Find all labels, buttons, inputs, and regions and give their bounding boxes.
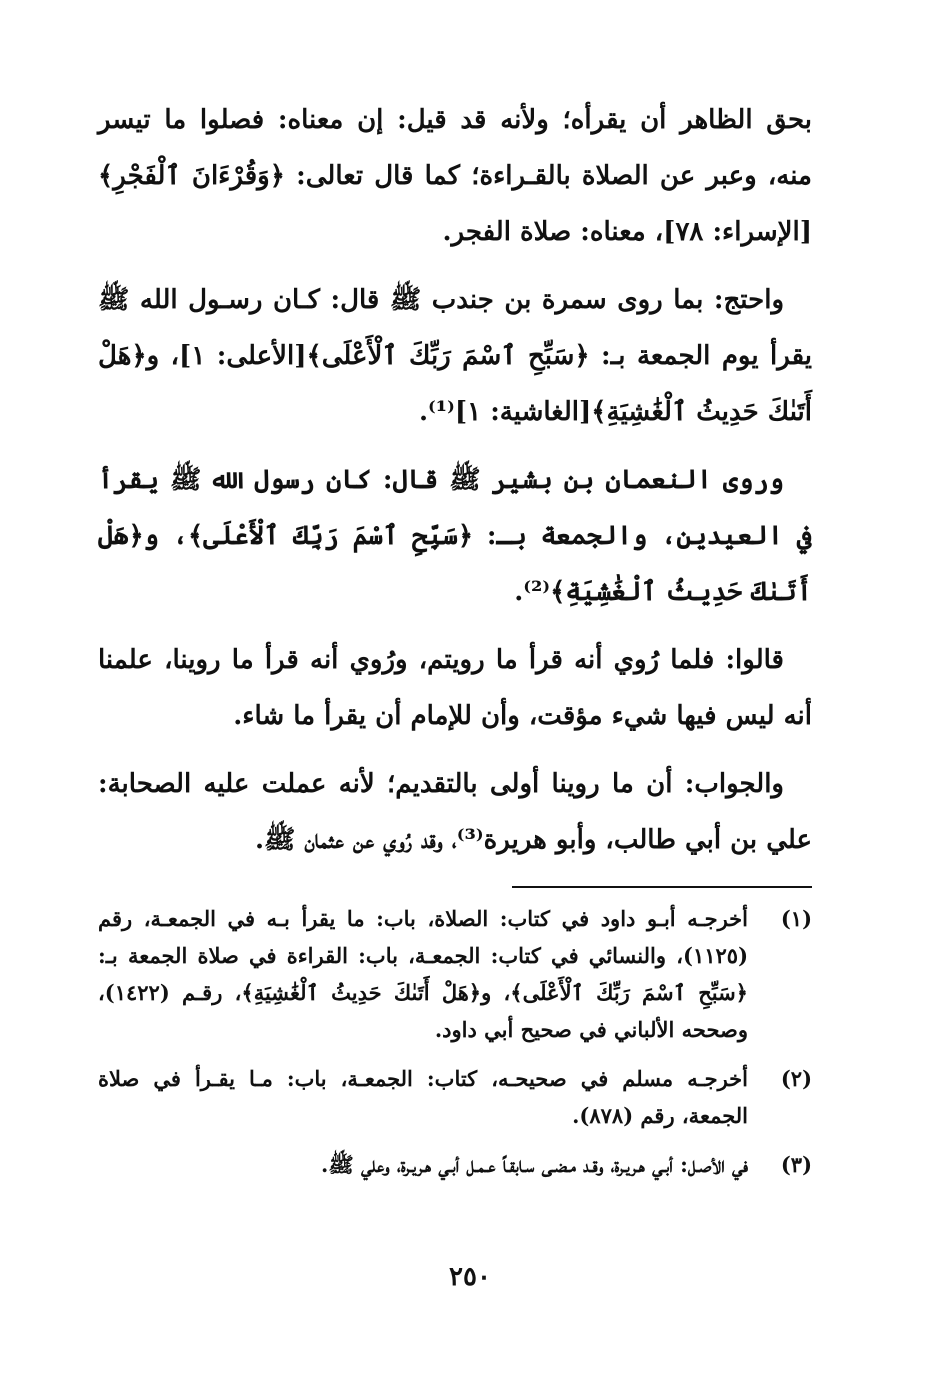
footnote-number: (٣) — [780, 1152, 812, 1177]
main-text — [98, 92, 812, 868]
footnote-1 — [98, 900, 812, 1048]
footnote-divider — [512, 886, 812, 888]
footnote-3 — [98, 1146, 812, 1183]
paragraph-3: وروى النعمان بن بشير ﷺ قال: كان رسول الله ﷺ يقرأ في العيدين، والجمعة بـ: ﴿سَبِّحِ ٱسْمَ رَبِّكَ ٱلْأَعْلَى﴾، و﴿هَلْ أَتَىٰكَ حَدِيثُ ٱلْغَٰشِيَةِ﴾⁽²⁾. — [98, 465, 812, 607]
footnote-number: (١) — [780, 906, 812, 931]
footnote-2 — [98, 1060, 812, 1134]
paragraph-4: قالوا: فلما رُوي أنه قرأ ما رويتم، ورُوي أنه قرأ ما روينا، علمنا أنه ليس فيها شيء مؤقت، وأن للإمام أن يقرأ ما شاء. — [98, 645, 812, 731]
footnote-text: أخرجـه أبـو داود في كتاب: الصلاة، باب: ما يقرأ بـه في الجمعـة، رقم (١١٢٥)، والنسائي في كتاب: الجمعـة، باب: القراءة في صلاة الجمعة بـ: ﴿سَبِّحِ ٱسْمَ رَبِّكَ ٱلْأَعْلَى﴾، و﴿هَلْ أَتَىٰكَ حَدِيثُ ٱلْغَٰشِيَةِ﴾، رقـم (١٤٢٢)، وصححه الألباني في صحيح أبي داود. — [98, 906, 748, 1042]
footnote-text: في الأصـل: أبـي هـريـرة، وقـد مـضـى سـابقـاً عـمـل أبـي هـريـرة، وعلي ﷺ. — [321, 1152, 748, 1177]
paragraph-5: والجواب: أن ما روينا أولى بالتقديم؛ لأنه عملت عليه الصحابة: علي بن أبي طالب، وأبو هريرة⁽³⁾، وقد رُوي عن عثمان ﷺ. — [98, 769, 812, 855]
paragraph-1: بحق الظاهر أن يقرأه؛ ولأنه قد قيل: إن معناه: فصلوا ما تيسر منه، وعبر عن الصلاة بالقـراءة؛ كما قال تعالى: ﴿وَقُرْءَانَ ٱلْفَجْرِ﴾[الإسراء: ٧٨]، معناه: صلاة الفجر. — [98, 105, 812, 247]
footnote-number: (٢) — [780, 1066, 812, 1091]
page-number: ٢٥٠ — [449, 1262, 491, 1292]
footnotes — [98, 900, 812, 1183]
paragraph-2: واحتج: بما روى سمرة بن جندب ﷺ قال: كـان رسـول الله ﷺ يقرأ يوم الجمعة بـ: ﴿سَبِّحِ ٱسْمَ رَبِّكَ ٱلْأَعْلَى﴾[الأعلى: ١]، و﴿هَلْ أَتَىٰكَ حَدِيثُ ٱلْغَٰشِيَةِ﴾[الغاشية: ١]⁽¹⁾. — [98, 285, 813, 427]
footnote-text: أخرجـه مسلم في صحيحـه، كتاب: الجمعـة، باب: مـا يقـرأ في صلاة الجمعة، رقم (٨٧٨). — [98, 1066, 748, 1128]
